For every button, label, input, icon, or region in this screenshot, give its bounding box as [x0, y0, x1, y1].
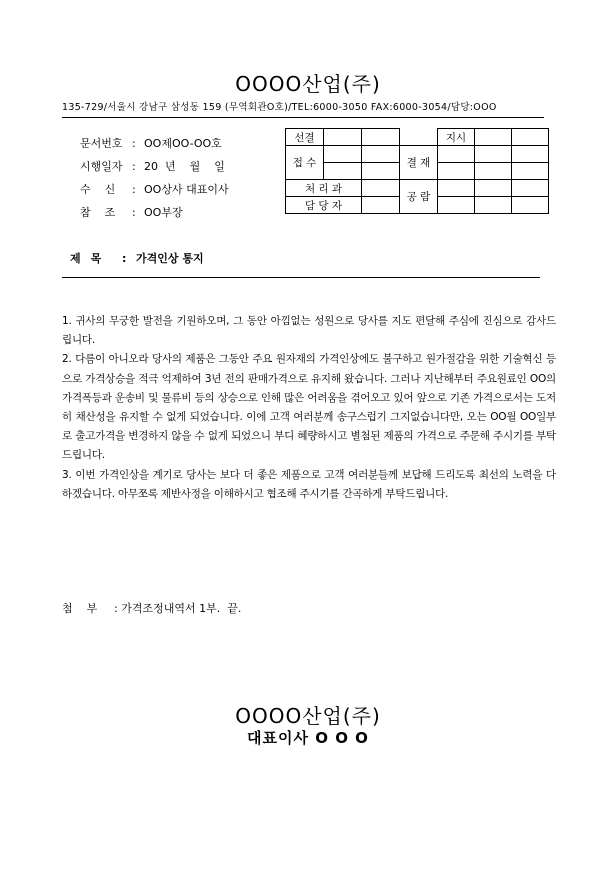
- receipt-cell: [324, 146, 362, 163]
- approval-cell: [438, 163, 475, 180]
- processing-dept-label: 처 리 과: [286, 180, 362, 197]
- colon: :: [132, 206, 136, 219]
- company-address: 135-729/서울시 강남구 삼성동 159 (무역회관O호)/TEL:6000-3050 FAX:6000-3054/담당:OOO: [62, 102, 497, 113]
- colon: :: [132, 160, 136, 173]
- reference-value: OO부장: [144, 206, 183, 219]
- table-gap: [400, 129, 438, 146]
- receipt-cell: [324, 163, 362, 180]
- colon: :: [122, 252, 127, 265]
- circulation-cell: [512, 180, 549, 197]
- circulation-cell: [475, 197, 512, 214]
- approval-cell: [475, 163, 512, 180]
- circulation-cell: [438, 197, 475, 214]
- colon: :: [114, 602, 122, 615]
- subject-divider: [62, 277, 540, 278]
- signature-ceo: 대표이사 O O O: [247, 729, 369, 747]
- approval-cell: [512, 163, 549, 180]
- instruction-cell: [475, 129, 512, 146]
- doc-number-row: [80, 135, 222, 151]
- subject-label: 제목: [70, 252, 112, 265]
- header-divider: [62, 117, 544, 118]
- signature-company: OOOO산업(주): [235, 704, 381, 728]
- receipt-cell: [362, 146, 400, 163]
- doc-number-label: 문서번호: [80, 137, 123, 150]
- subject-value: 가격인상 통지: [136, 252, 204, 265]
- receipt-label: 접 수: [286, 146, 324, 180]
- body-paragraph: 2. 다름이 아니오라 당사의 제품은 그동안 주요 원자재의 가격인상에도 불구하고 원가절감을 위한 기술혁신 등으로 가격상승을 적극 억제하여 3년 전의 판매가격으로 유지해 왔습니다. 그러나 지난해부터 주요원료인 OO의 가격폭등과 운송비 및 물류비 등의 상승으로 인해 많은 어려움을 겪어오고 있어 앞으로 기존 가격으로서는 도저히 채산성을 유지할 수 없게 되었습니다. 이에 고객 여러분께 송구스럽기 그지없습니다만, 오는 OO월 OO일부로 출고가격을 변경하지 않을 수 없게 되었으니 부디 혜량하시고 별첨된 제품의 가격으로 주문해 주시기를 부탁드립니다.: [62, 353, 556, 462]
- recipient-row: [80, 181, 229, 197]
- approval-table: [285, 128, 549, 214]
- attachment-row: [62, 600, 241, 616]
- date-row: [80, 158, 225, 174]
- circulation-cell: [512, 197, 549, 214]
- doc-number-value: OO제OO-OO호: [144, 137, 222, 150]
- company-title: OOOO산업(주): [235, 72, 381, 96]
- circulation-label: 공 람: [400, 180, 438, 214]
- date-label: 시행일자: [80, 160, 123, 173]
- approval-cell: [438, 146, 475, 163]
- receipt-cell: [362, 163, 400, 180]
- recipient-label: 수 신: [80, 183, 116, 196]
- attachment-label: 첨부: [62, 602, 112, 615]
- pre-decision-cell: [324, 129, 362, 146]
- person-in-charge-label: 담 당 자: [286, 197, 362, 214]
- pre-decision-label: 선결: [286, 129, 324, 146]
- instruction-cell: [512, 129, 549, 146]
- letter-body: [62, 312, 556, 504]
- reference-label: 참 조: [80, 206, 116, 219]
- body-paragraph: 1. 귀사의 무궁한 발전을 기원하오며, 그 동안 아낌없는 성원으로 당사를 지도 편달해 주심에 진심으로 감사드립니다.: [62, 315, 556, 347]
- pre-decision-cell: [362, 129, 400, 146]
- person-in-charge-cell: [362, 197, 400, 214]
- date-value: 20 년 월 일: [144, 160, 225, 173]
- reference-row: [80, 204, 183, 220]
- approval-cell: [475, 146, 512, 163]
- processing-dept-cell: [362, 180, 400, 197]
- circulation-cell: [475, 180, 512, 197]
- attachment-value: 가격조정내역서 1부. 끝.: [121, 602, 242, 615]
- colon: :: [132, 137, 136, 150]
- instruction-label: 지시: [438, 129, 475, 146]
- approval-label: 결 재: [400, 146, 438, 180]
- approval-cell: [512, 146, 549, 163]
- circulation-cell: [438, 180, 475, 197]
- body-paragraph: 3. 이번 가격인상을 계기로 당사는 보다 더 좋은 제품으로 고객 여러분들께 보답해 드리도록 최선의 노력을 다하겠습니다. 아무쪼록 제반사정을 이해하시고 협조해 주시기를 간곡하게 부탁드립니다.: [62, 468, 556, 500]
- subject-row: [70, 250, 204, 266]
- recipient-value: OO상사 대표이사: [144, 183, 229, 196]
- colon: :: [132, 183, 136, 196]
